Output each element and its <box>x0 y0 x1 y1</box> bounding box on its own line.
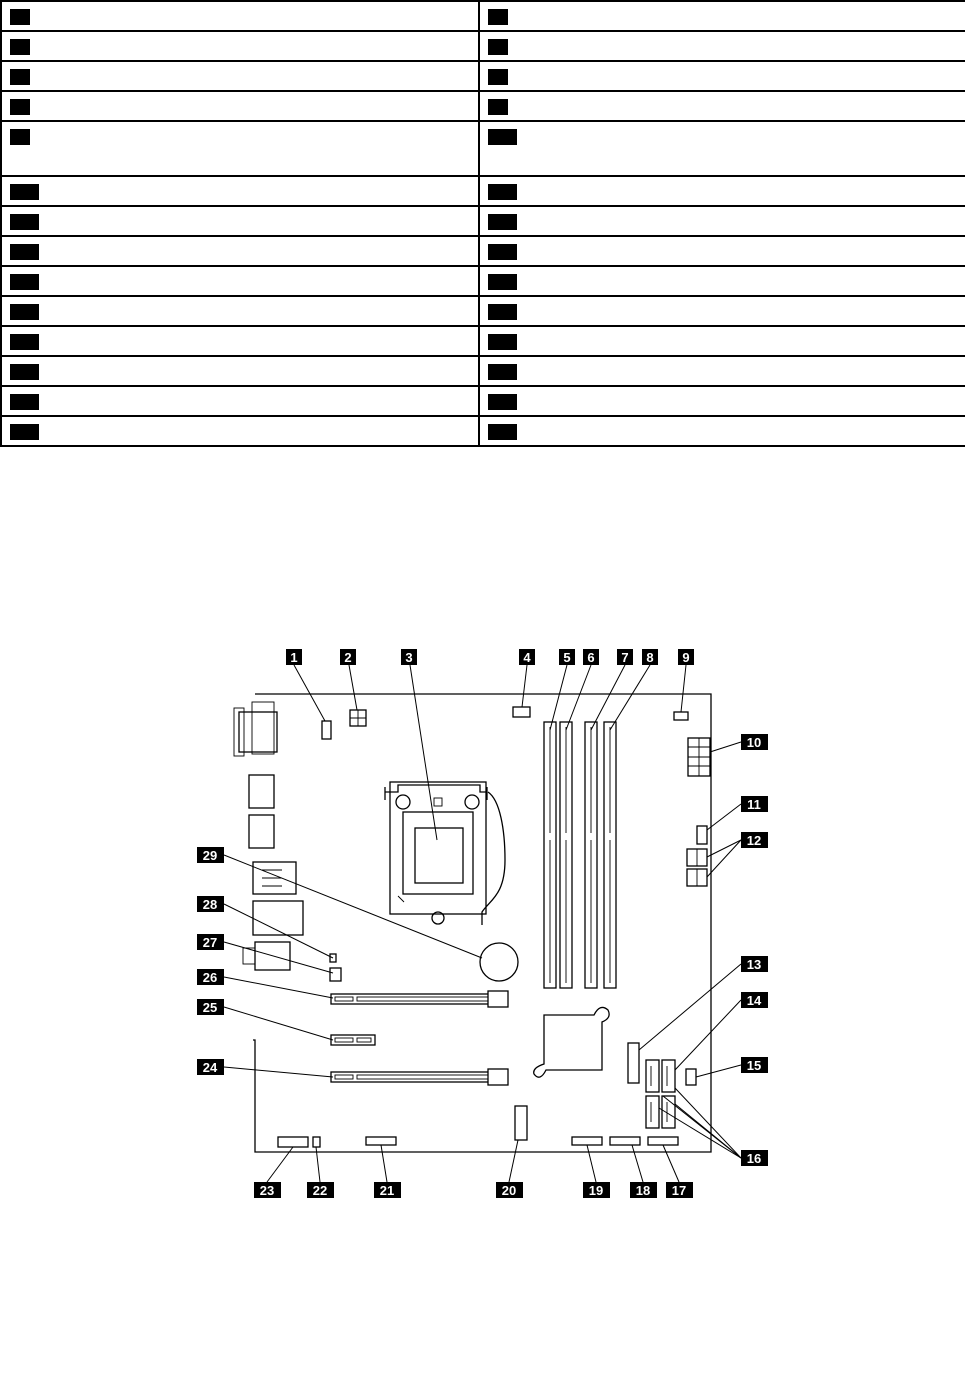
svg-text:2: 2 <box>344 650 352 665</box>
legend-cell <box>1 31 479 61</box>
svg-text:11: 11 <box>747 797 761 812</box>
callout-4 <box>519 649 535 665</box>
svg-text:7: 7 <box>621 650 629 665</box>
connector-12 <box>687 849 707 886</box>
legend-cell <box>479 121 965 176</box>
legend-table <box>0 0 965 447</box>
legend-row <box>1 176 965 206</box>
svg-text:8: 8 <box>646 650 654 665</box>
legend-number-box <box>488 244 517 260</box>
svg-text:28: 28 <box>202 897 218 912</box>
connector-2 <box>350 710 366 726</box>
legend-number-box <box>10 334 39 350</box>
legend-number-box <box>10 274 39 290</box>
memory-slot-8 <box>604 722 616 988</box>
connector-15 <box>686 1069 696 1085</box>
cpu-socket <box>385 782 487 924</box>
callout-21 <box>374 1182 401 1198</box>
legend-cell <box>479 266 965 296</box>
svg-text:16: 16 <box>746 1151 762 1166</box>
legend-row <box>1 91 965 121</box>
legend-cell <box>1 61 479 91</box>
callout-7 <box>617 649 633 665</box>
legend-cell <box>1 206 479 236</box>
legend-cell <box>479 296 965 326</box>
legend-cell <box>479 1 965 31</box>
svg-text:12: 12 <box>746 833 762 848</box>
svg-text:20: 20 <box>501 1183 517 1198</box>
callout-16 <box>741 1150 768 1166</box>
legend-cell <box>1 266 479 296</box>
legend-row <box>1 326 965 356</box>
legend-cell <box>479 31 965 61</box>
legend-number-box <box>488 129 517 145</box>
battery <box>480 943 518 981</box>
callout-11 <box>741 796 768 812</box>
legend-cell <box>479 386 965 416</box>
svg-text:15: 15 <box>746 1058 762 1073</box>
legend-number-box <box>10 364 39 380</box>
legend-number-box <box>488 39 508 55</box>
connector-19 <box>572 1137 602 1145</box>
svg-text:26: 26 <box>202 970 218 985</box>
svg-text:5: 5 <box>563 650 571 665</box>
legend-cell <box>479 416 965 446</box>
connector-11 <box>697 826 707 844</box>
svg-text:23: 23 <box>259 1183 275 1198</box>
svg-text:14: 14 <box>746 993 762 1008</box>
legend-number-box <box>488 364 517 380</box>
svg-text:6: 6 <box>587 650 595 665</box>
legend-cell <box>1 91 479 121</box>
legend-row <box>1 121 965 176</box>
legend-number-box <box>488 394 517 410</box>
legend-number-box <box>10 214 39 230</box>
legend-number-box <box>488 99 508 115</box>
legend-number-box <box>10 129 30 145</box>
callout-29 <box>197 847 224 863</box>
legend-number-box <box>10 304 39 320</box>
svg-text:27: 27 <box>202 935 218 950</box>
memory-slot-7 <box>585 722 597 988</box>
callout-20 <box>496 1182 523 1198</box>
motherboard-diagram <box>0 640 965 1240</box>
callout-22 <box>307 1182 334 1198</box>
connector-10 <box>688 738 710 776</box>
legend-number-box <box>10 69 30 85</box>
legend-row <box>1 206 965 236</box>
connector-27 <box>330 968 341 981</box>
legend-cell <box>479 91 965 121</box>
connector-18 <box>610 1137 640 1145</box>
svg-text:13: 13 <box>746 957 762 972</box>
callout-28 <box>197 896 224 912</box>
connector-13 <box>628 1043 639 1083</box>
svg-text:24: 24 <box>202 1060 218 1075</box>
svg-text:19: 19 <box>588 1183 604 1198</box>
legend-cell <box>1 386 479 416</box>
legend-number-box <box>488 69 508 85</box>
callout-3 <box>401 649 417 665</box>
legend-cell <box>479 356 965 386</box>
legend-number-box <box>488 334 517 350</box>
legend-row <box>1 416 965 446</box>
legend-cell <box>479 236 965 266</box>
callout-25 <box>197 999 224 1015</box>
svg-text:3: 3 <box>405 650 413 665</box>
connector-4 <box>513 707 530 717</box>
callout-14 <box>741 992 768 1008</box>
svg-text:1: 1 <box>290 650 298 665</box>
legend-number-box <box>10 9 30 25</box>
svg-text:17: 17 <box>671 1183 687 1198</box>
memory-slot-6 <box>560 722 572 988</box>
legend-number-box <box>488 214 517 230</box>
callout-2 <box>340 649 356 665</box>
svg-text:29: 29 <box>202 848 218 863</box>
memory-slot-5 <box>544 722 556 988</box>
callout-17 <box>666 1182 693 1198</box>
legend-number-box <box>10 394 39 410</box>
callout-18 <box>630 1182 657 1198</box>
svg-text:4: 4 <box>523 650 531 665</box>
callout-26 <box>197 969 224 985</box>
legend-number-box <box>488 9 508 25</box>
legend-cell <box>1 1 479 31</box>
callout-15 <box>741 1057 768 1073</box>
legend-number-box <box>10 99 30 115</box>
callout-23 <box>254 1182 281 1198</box>
callout-27 <box>197 934 224 950</box>
connector-1 <box>322 721 331 739</box>
pcie-slot-24 <box>331 1069 508 1085</box>
legend-row <box>1 266 965 296</box>
legend-number-box <box>488 424 517 440</box>
callout-12 <box>741 832 768 848</box>
pcie-slot-26 <box>331 991 508 1007</box>
svg-text:21: 21 <box>379 1183 395 1198</box>
legend-cell <box>479 176 965 206</box>
legend-cell <box>1 416 479 446</box>
legend-number-box <box>488 274 517 290</box>
legend-number-box <box>10 244 39 260</box>
legend-cell <box>1 121 479 176</box>
legend-cell <box>479 206 965 236</box>
svg-text:9: 9 <box>682 650 690 665</box>
pcie-slot-25 <box>331 1035 375 1045</box>
connector-23 <box>278 1137 308 1147</box>
connector-17 <box>648 1137 678 1145</box>
rear-io-connectors <box>234 702 303 970</box>
callout-8 <box>642 649 658 665</box>
callout-13 <box>741 956 768 972</box>
callout-6 <box>583 649 599 665</box>
connector-21 <box>366 1137 396 1145</box>
legend-row <box>1 1 965 31</box>
connector-9 <box>674 712 688 720</box>
callout-19 <box>583 1182 610 1198</box>
chipset-outline <box>534 1007 609 1077</box>
connector-20 <box>515 1106 527 1140</box>
legend-number-box <box>488 304 517 320</box>
callout-1 <box>286 649 302 665</box>
legend-row <box>1 61 965 91</box>
svg-text:25: 25 <box>202 1000 218 1015</box>
legend-row <box>1 236 965 266</box>
legend-cell <box>1 296 479 326</box>
legend-cell <box>1 236 479 266</box>
legend-row <box>1 296 965 326</box>
callout-5 <box>559 649 575 665</box>
legend-number-box <box>488 184 517 200</box>
legend-row <box>1 386 965 416</box>
legend-number-box <box>10 424 39 440</box>
legend-cell <box>479 326 965 356</box>
svg-text:10: 10 <box>746 735 762 750</box>
svg-text:22: 22 <box>312 1183 328 1198</box>
legend-cell <box>1 176 479 206</box>
legend-row <box>1 356 965 386</box>
connector-22 <box>313 1137 320 1147</box>
legend-number-box <box>10 184 39 200</box>
callout-9 <box>678 649 694 665</box>
legend-cell <box>479 61 965 91</box>
legend-cell <box>1 356 479 386</box>
callout-24 <box>197 1059 224 1075</box>
sata-connectors <box>646 1060 675 1128</box>
callout-10 <box>741 734 768 750</box>
legend-number-box <box>10 39 30 55</box>
legend-row <box>1 31 965 61</box>
legend-cell <box>1 326 479 356</box>
svg-text:18: 18 <box>635 1183 651 1198</box>
